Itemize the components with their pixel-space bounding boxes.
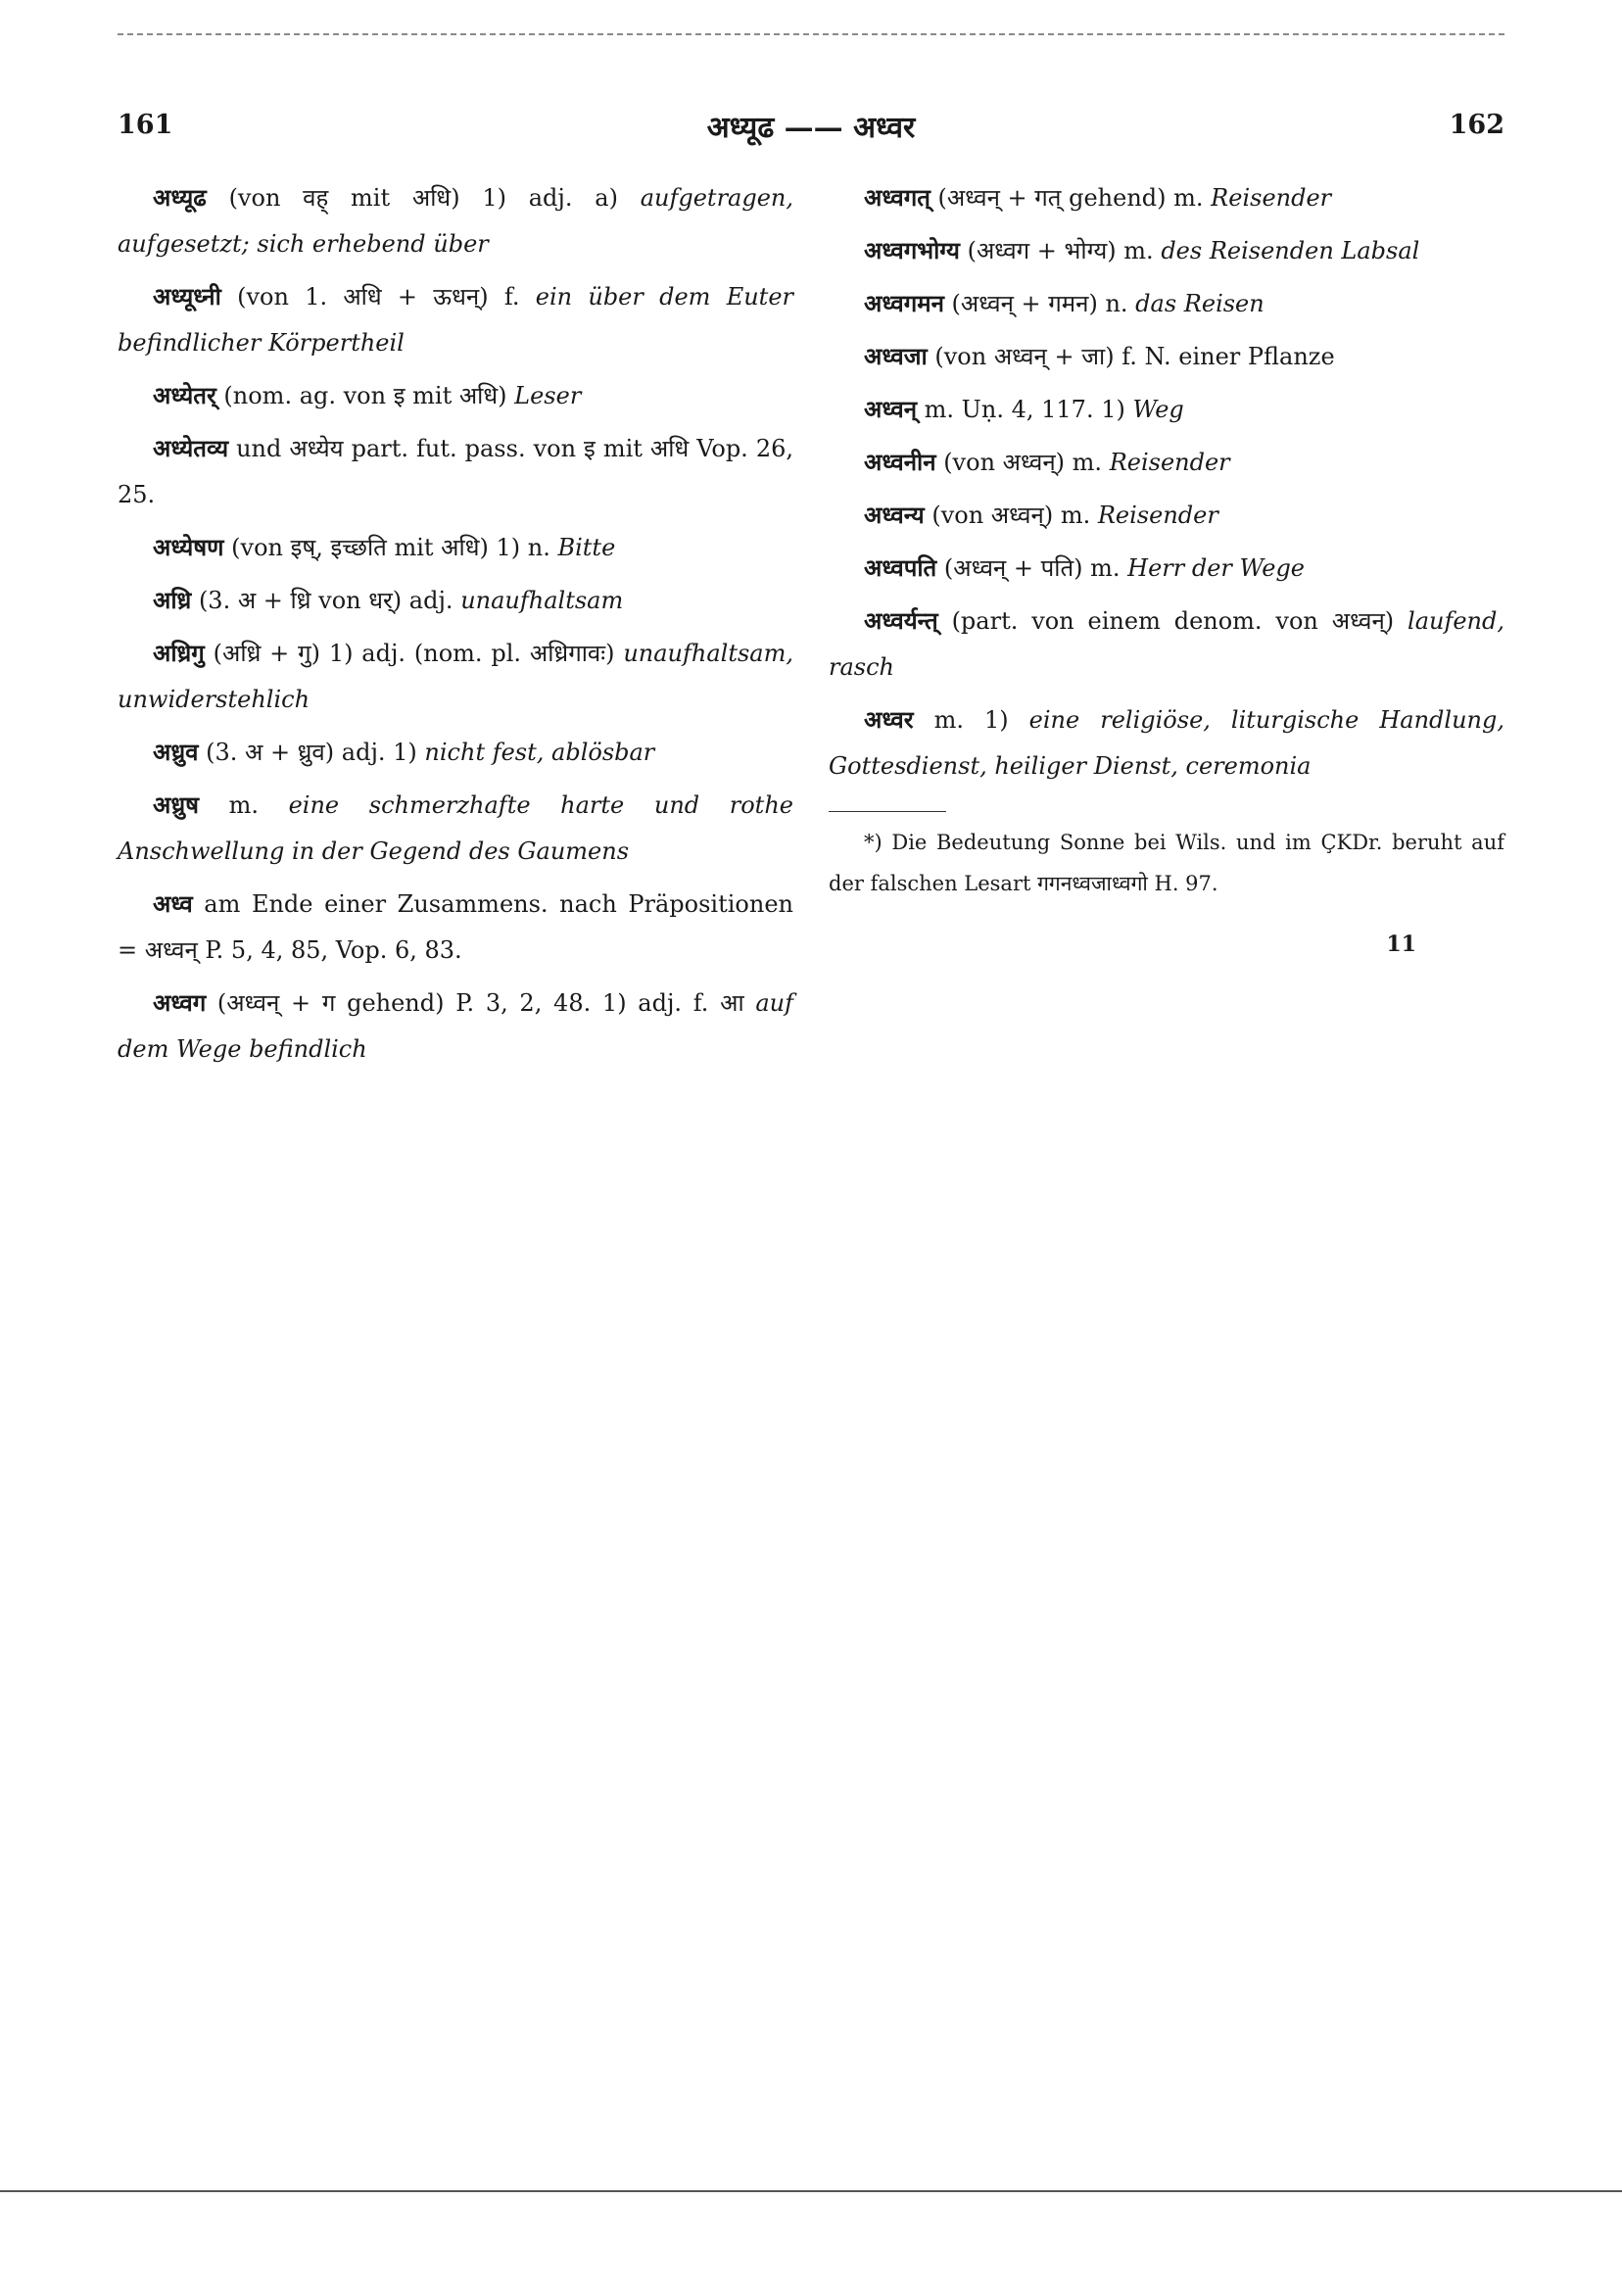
- entry-text: (von इष्, इच्छति mit अधि) 1) n.: [223, 534, 558, 561]
- dictionary-entry: [829, 386, 1504, 433]
- entry-text: (अध्वन् + ग gehend) P. 3, 2, 48. 1) adj. f. आ: [206, 989, 756, 1017]
- entry-text: (nom. ag. von इ mit अधि): [215, 382, 515, 409]
- bottom-edge-rule: [0, 2190, 1622, 2192]
- entry-text: und अध्येय part. fut. pass. von इ mit अधि Vop. 26, 25.: [118, 435, 793, 508]
- entry-text: (von अध्वन्) m.: [924, 502, 1098, 529]
- entry-text: (von वह् mit अधि) 1) adj. a): [206, 184, 641, 212]
- dictionary-entry: [829, 280, 1504, 327]
- entry-text: (von अध्वन् + जा) f. N. einer Pflanze: [927, 343, 1335, 370]
- page-number-right: 162: [1449, 110, 1504, 140]
- entry-lemma: अध्वर्यन्त्: [864, 606, 938, 635]
- entry-lemma: अध्वग: [153, 988, 207, 1017]
- entry-lemma: अध्वनीन: [864, 448, 936, 476]
- dictionary-entry: [118, 729, 793, 776]
- dictionary-entry: [118, 425, 793, 518]
- dictionary-entry: [118, 372, 793, 419]
- entry-lemma: अध्व: [153, 889, 193, 918]
- dictionary-entry: [118, 174, 793, 267]
- entry-lemma: अध्रुव: [153, 738, 199, 766]
- entry-text: (part. von einem denom. von अध्वन्): [937, 607, 1408, 635]
- right-column: [829, 174, 1504, 957]
- entry-text: m. 1): [913, 706, 1029, 734]
- entry-lemma: अध्यूध्नी: [153, 282, 221, 311]
- entry-lemma: अध्वगभोग्य: [864, 236, 960, 264]
- page-header: [118, 106, 1504, 155]
- entry-text: (von 1. अधि + ऊधन्) f.: [220, 283, 536, 311]
- dictionary-entry: [829, 545, 1504, 592]
- entry-text: (अध्वन् + पति) m.: [936, 554, 1128, 582]
- footnote: *) Die Bedeutung Sonne bei Wils. und im ÇKDr. beruht auf der falschen Lesart गगनध्वजाध्वगो H. 97.: [829, 831, 1504, 895]
- entry-gloss: auf dem Wege befindlich: [118, 989, 793, 1063]
- dictionary-entry: [829, 174, 1504, 221]
- entry-gloss: Reisender: [1211, 184, 1332, 212]
- dictionary-entry: [118, 577, 793, 624]
- entry-text: am Ende einer Zusammens. nach Präpositionen = अध्वन् P. 5, 4, 85, Vop. 6, 83.: [118, 890, 793, 964]
- dictionary-entry: [829, 696, 1504, 789]
- entry-lemma: अध्वन्: [864, 395, 918, 423]
- entry-lemma: अध्वर: [864, 705, 914, 734]
- entry-lemma: अध्वजा: [864, 342, 928, 370]
- entry-lemma: अध्यूढ: [153, 183, 207, 212]
- entry-gloss: unaufhaltsam, unwiderstehlich: [118, 640, 793, 713]
- entry-gloss: Herr der Wege: [1127, 554, 1306, 582]
- entry-text: (अध्रि + गु) 1) adj. (nom. pl. अध्रिगावः): [204, 640, 624, 667]
- dictionary-entry: [829, 439, 1504, 486]
- entry-gloss: Reisender: [1097, 502, 1218, 529]
- dictionary-entry: [118, 273, 793, 366]
- entry-gloss: des Reisenden Labsal: [1161, 237, 1420, 264]
- entry-lemma: अध्वपति: [864, 553, 937, 582]
- entry-lemma: अध्येतव्य: [153, 434, 229, 462]
- dictionary-entry: [829, 492, 1504, 539]
- dictionary-entry: [118, 524, 793, 571]
- entry-gloss: eine religiöse, liturgische Handlung, Gottesdienst, heiliger Dienst, ceremonia: [829, 706, 1504, 780]
- dictionary-entry: [829, 333, 1504, 380]
- entry-gloss: laufend, rasch: [829, 607, 1504, 681]
- left-column: [118, 174, 793, 1078]
- page-number-left: 161: [118, 110, 173, 140]
- entry-lemma: अध्रि: [153, 586, 192, 614]
- entry-gloss: eine schmerzhafte harte und rothe Anschwellung in der Gegend des Gaumens: [118, 791, 793, 865]
- entry-text: m.: [198, 791, 289, 819]
- entry-text: (3. अ + ध्रुव) adj. 1): [198, 739, 425, 766]
- footnote-rule: [829, 811, 946, 812]
- entry-gloss: ein über dem Euter befindlicher Körpertheil: [118, 283, 793, 357]
- entry-text: (अध्वग + भोग्य) m.: [959, 237, 1162, 264]
- entry-gloss: Weg: [1132, 396, 1184, 423]
- signature-mark: 11: [1386, 932, 1416, 957]
- dictionary-entry: [829, 227, 1504, 274]
- entry-text: m. Uṇ. 4, 117. 1): [917, 396, 1133, 423]
- entry-text: (von अध्वन्) m.: [935, 449, 1110, 476]
- running-head: अध्यूढ —— अध्वर: [706, 111, 916, 145]
- dictionary-entry: [118, 881, 793, 974]
- entry-text: (अध्वन् + गमन) n.: [943, 290, 1136, 317]
- entry-lemma: अध्येषण: [153, 533, 224, 561]
- dictionary-entry: [829, 598, 1504, 691]
- entry-lemma: अध्वगत्: [864, 183, 930, 212]
- entry-gloss: das Reisen: [1135, 290, 1264, 317]
- entry-lemma: अध्येतर्: [153, 381, 216, 409]
- scan-edge-rule: [118, 33, 1504, 35]
- entry-gloss: Bitte: [557, 534, 616, 561]
- entry-gloss: nicht fest, ablösbar: [424, 739, 655, 766]
- entry-lemma: अध्वगमन: [864, 289, 944, 317]
- dictionary-entry: [118, 782, 793, 875]
- entry-gloss: Leser: [514, 382, 582, 409]
- entry-lemma: अध्वन्य: [864, 501, 925, 529]
- entry-text: (3. अ + ध्रि von धर्) adj.: [191, 587, 461, 614]
- entry-lemma: अध्रिगु: [153, 639, 205, 667]
- dictionary-entry: [118, 630, 793, 723]
- entry-gloss: aufgetragen, aufgesetzt; sich erhebend über: [118, 184, 793, 258]
- entry-gloss: Reisender: [1109, 449, 1230, 476]
- dictionary-entry: [118, 980, 793, 1073]
- entry-text: (अध्वन् + गत् gehend) m.: [930, 184, 1212, 212]
- entry-gloss: unaufhaltsam: [460, 587, 624, 614]
- entry-lemma: अध्रुष: [153, 790, 199, 819]
